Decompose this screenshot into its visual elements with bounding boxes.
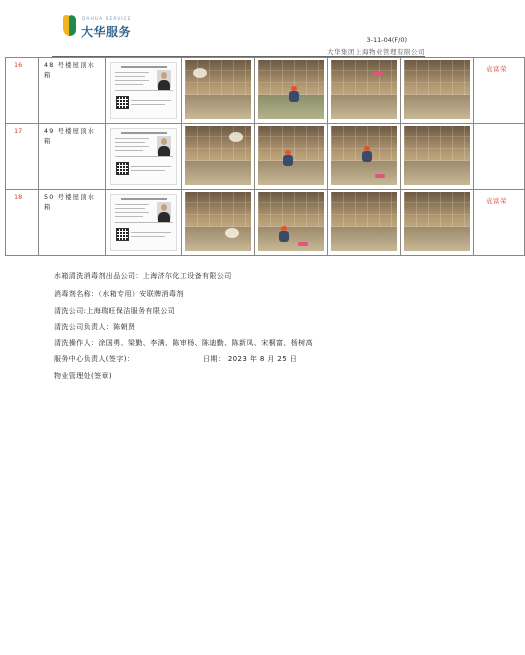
tank-photo-after (404, 192, 470, 251)
tank-location: 48 号楼屋顶水箱 (44, 62, 96, 79)
table-row (6, 190, 525, 256)
signature: 袁富荣 (486, 65, 507, 73)
tank-location: 50 号楼屋顶水箱 (44, 194, 96, 211)
cleaning-company: 清洗公司:上海瑞旺保洁服务有限公司 (54, 307, 176, 315)
qr-code-icon (116, 162, 129, 175)
qr-code-icon (116, 96, 129, 109)
service-center-head-signature: 服务中心负责人(签字)： (54, 355, 135, 363)
tank-photo-after (404, 60, 470, 119)
cleaning-company-head: 清洗公司负责人：陈朝贤 (54, 323, 136, 331)
tank-photo-cleaning (258, 126, 324, 185)
tank-photo-before (185, 192, 251, 251)
company-name: 大华集团上海物业管理有限公司 (327, 48, 425, 56)
disinfectant-supplier: 水箱清洗消毒剂出品公司：上海济尔化工设备有限公司 (54, 272, 232, 280)
row-number: 18 (14, 193, 23, 201)
worker-portrait (157, 70, 171, 88)
worker-portrait (157, 136, 171, 154)
tank-location: 49 号楼屋顶水箱 (44, 128, 96, 145)
tank-photo-disinfect (331, 126, 397, 185)
table-row (6, 124, 525, 190)
row-number: 17 (14, 127, 23, 135)
cleaning-record-table (5, 57, 525, 256)
tank-photo-before (185, 126, 251, 185)
logo-english-text: DAHUA SERVICE (82, 17, 132, 22)
logo-chinese-text: 大华服务 (81, 25, 132, 39)
tank-photo-after (404, 126, 470, 185)
document-number: 3-11-04(F/0) (366, 36, 407, 44)
record-date: 日期： 2023 年 8 月 25 日 (203, 355, 298, 363)
cleaning-operators: 清洗操作人：涂国勇、梁勤、李满、陈审杨、陈迪勤、陈新凤、宋桐富、杨树高 (54, 339, 313, 347)
company-logo (60, 14, 142, 40)
worker-id-card-image (110, 62, 177, 119)
tank-photo-cleaning (258, 60, 324, 119)
disinfectant-name: 消毒剂名称：（水箱专用）安联牌消毒剂 (54, 290, 184, 298)
tank-photo-cleaning (258, 192, 324, 251)
worker-id-card-image (110, 128, 177, 185)
property-office-seal: 物业管理处(签章) (54, 372, 113, 380)
signature: 袁富荣 (486, 197, 507, 205)
signature (474, 124, 524, 130)
tank-photo-before (185, 60, 251, 119)
qr-code-icon (116, 228, 129, 241)
tank-photo-disinfect (331, 60, 397, 119)
dahua-logo-icon (60, 14, 78, 38)
worker-id-card-image (110, 194, 177, 251)
row-number: 16 (14, 61, 23, 69)
tank-photo-disinfect (331, 192, 397, 251)
worker-portrait (157, 202, 171, 220)
table-row (6, 58, 525, 124)
